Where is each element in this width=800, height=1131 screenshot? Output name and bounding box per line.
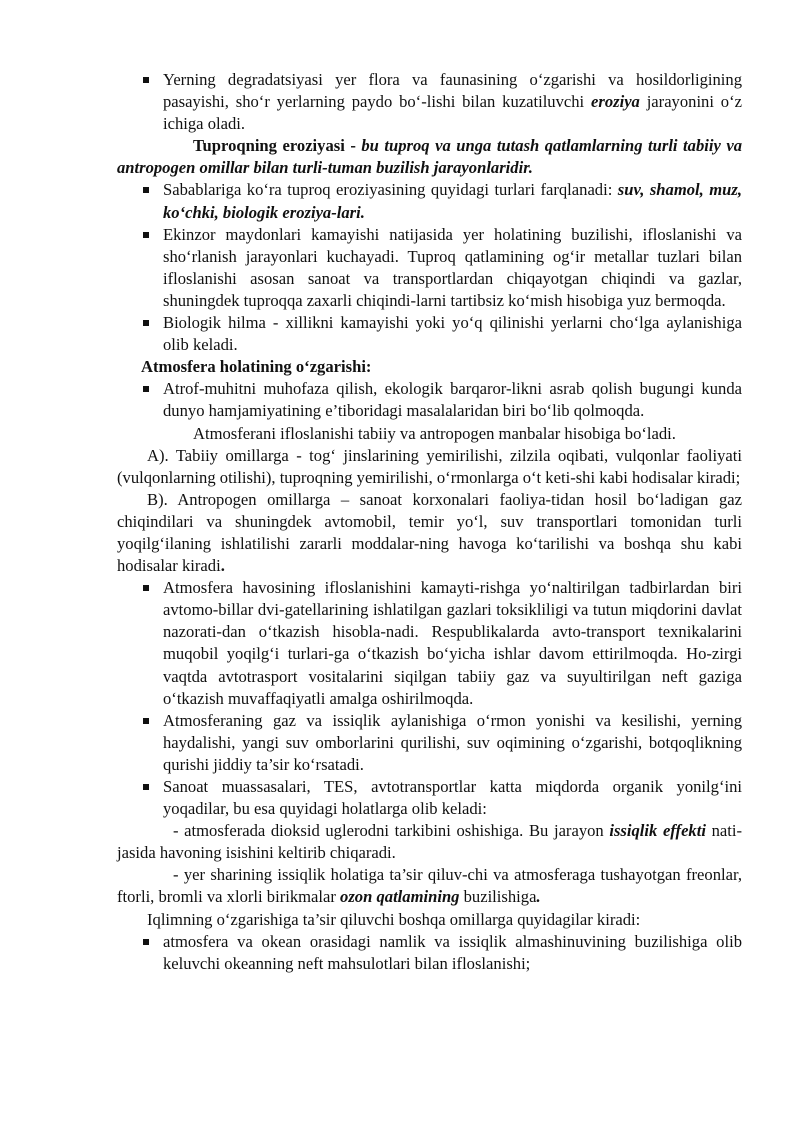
paragraph bbox=[117, 864, 742, 908]
text-run: ozon qatlamining bbox=[340, 887, 460, 907]
text-run: nati-jasida havoning isishini keltirib chiqaradi. bbox=[117, 821, 742, 863]
text-run: Atmosferani ifloslanishi tabiiy va antropogen manbalar hisobiga bo‘ladi. bbox=[193, 423, 676, 443]
bullet-paragraph bbox=[117, 577, 742, 710]
text-run: Yerning degradatsiyasi yer flora va faunasining o‘zgarishi va hosildorligining pasayishi, sho‘r yerlarning paydo bo‘-lishi bilan kuzatiluvchi bbox=[163, 70, 742, 112]
bullet-paragraph bbox=[117, 69, 742, 135]
text-run: bu tuproq va unga tutash qatlamlarning turli tabiiy va antropogen omillar bilan turli-tuman buzilish jarayonlaridir. bbox=[117, 136, 743, 178]
text-run: . bbox=[220, 556, 225, 576]
text-run: buzilishiga bbox=[459, 887, 537, 907]
document-body bbox=[117, 69, 742, 975]
text-run: issiqlik effekti bbox=[609, 821, 706, 841]
text-run: B). Antropogen omillarga – sanoat korxonalari faoliya-tidan hosil bo‘ladigan gaz chiqindilari va shuningdek avtomobil, temir yo‘l, suv transportlari tomonidan turli yoqilg‘ilaning ishlatilishi zararli moddalar-ning havoga ko‘tarilishi va boshqa shu kabi hodisalar kiradi bbox=[117, 489, 742, 576]
text-run: Iqlimning o‘zgarishiga ta’sir qiluvchi boshqa omillarga quyidagilar kiradi: bbox=[147, 909, 641, 929]
text-run: Atrof-muhitni muhofaza qilish, ekologik barqaror-likni asrab qolish bugungi kunda dunyo hamjamiyatining e’tiboridagi masalalaridan biri bo‘lib qolmoqda. bbox=[163, 379, 742, 421]
bullet-paragraph bbox=[117, 710, 742, 776]
text-run: Biologik hilma - xillikni kamayishi yoki yo‘q qilinishi yerlarni cho‘lga aylanishiga olib keladi. bbox=[163, 313, 742, 355]
paragraph bbox=[117, 135, 742, 179]
text-run: - yer sharining issiqlik holatiga ta’sir qiluv-chi va atmosferaga tushayotgan freonlar, ftorli, bromli va xlorli birikmalar bbox=[117, 865, 742, 907]
text-run: suv, shamol, muz, ko‘chki, biologik eroziya-lari. bbox=[163, 180, 742, 222]
bullet-paragraph bbox=[117, 224, 742, 312]
bullet-paragraph bbox=[117, 931, 742, 975]
bullet-paragraph bbox=[117, 179, 742, 223]
bullet-paragraph bbox=[117, 776, 742, 820]
section-heading bbox=[117, 356, 742, 378]
text-run: atmosfera va okean orasidagi namlik va issiqlik almashinuvining buzilishiga olib keluvchi okeanning neft mahsulotlari bilan ifloslanishi; bbox=[163, 931, 742, 973]
text-run: Tuproqning eroziyasi - bbox=[193, 136, 362, 156]
text-run: Sanoat muassasalari, TES, avtotransportlar katta miqdorda organik yonilg‘ini yoqadilar, bu esa quyidagi holatlarga olib keladi: bbox=[163, 777, 742, 819]
text-run: . bbox=[536, 887, 541, 907]
text-run: Atmosfera holatining o‘zgarishi: bbox=[141, 357, 372, 377]
text-run: A). Tabiiy omillarga - tog‘ jinslarining yemirilishi, zilzila oqibati, vulqonlar faoliyati (vulqonlarning otilishi), tuproqning yemirilishi, o‘rmonlarga o‘t keti-shi kabi hodisalar kiradi; bbox=[117, 445, 742, 487]
bullet-paragraph bbox=[117, 312, 742, 356]
text-run: Atmosfera havosining ifloslanishini kamayti-rishga yo‘naltirilgan tadbirlardan biri avtomo-billar dvi-gatellarining ishlatilgan gazlari toksikliligi va tutun miqdorini davlat nazorati-dan o‘tkazish hisobla-nadi. Respublikalarda avto-transport texnikalarini muqobil yoqilg‘i turlari-ga o‘tkazish bo‘yicha ishlar davom ettirilmoqda. Ho-zirgi vaqtda avtotrasport vositalarini siqilgan tabiiy gaz va suyultirilgan neft gaziga o‘tkazish muvaffaqiyatli amalga oshirilmoqda. bbox=[163, 578, 742, 708]
paragraph bbox=[117, 909, 742, 931]
text-run: eroziya bbox=[591, 92, 640, 112]
paragraph bbox=[117, 445, 742, 489]
text-run: Sabablariga ko‘ra tuproq eroziyasining quyidagi turlari farqlanadi: bbox=[163, 180, 618, 200]
bullet-paragraph bbox=[117, 378, 742, 422]
text-run: Ekinzor maydonlari kamayishi natijasida yer holatining buzilishi, ifloslanishi va sho‘rlanish jarayonlari kuchayadi. Tuproq qatlamining og‘ir metallar tuzlari bilan ifloslanishi asosan sanoat va transportlardan chiqayotgan chiqindi va gazlar, shuningdek tuproqqa zaxarli chiqindi-larni tartibsiz ko‘mish hisobiga yuz bermoqda. bbox=[163, 224, 742, 310]
paragraph bbox=[117, 423, 742, 445]
text-run: Atmosferaning gaz va issiqlik aylanishiga o‘rmon yonishi va kesilishi, yerning haydalishi, yangi suv omborlarini qurilishi, suv oqimining o‘zgarishi, botqoqlikning qurishi jiddiy ta’sir ko‘rsatadi. bbox=[163, 710, 742, 774]
text-run: jarayonini o‘z ichiga oladi. bbox=[163, 92, 742, 134]
paragraph bbox=[117, 820, 742, 864]
text-run: - atmosferada dioksid uglerodni tarkibini oshishiga. Bu jarayon bbox=[173, 821, 610, 841]
paragraph bbox=[117, 489, 742, 577]
